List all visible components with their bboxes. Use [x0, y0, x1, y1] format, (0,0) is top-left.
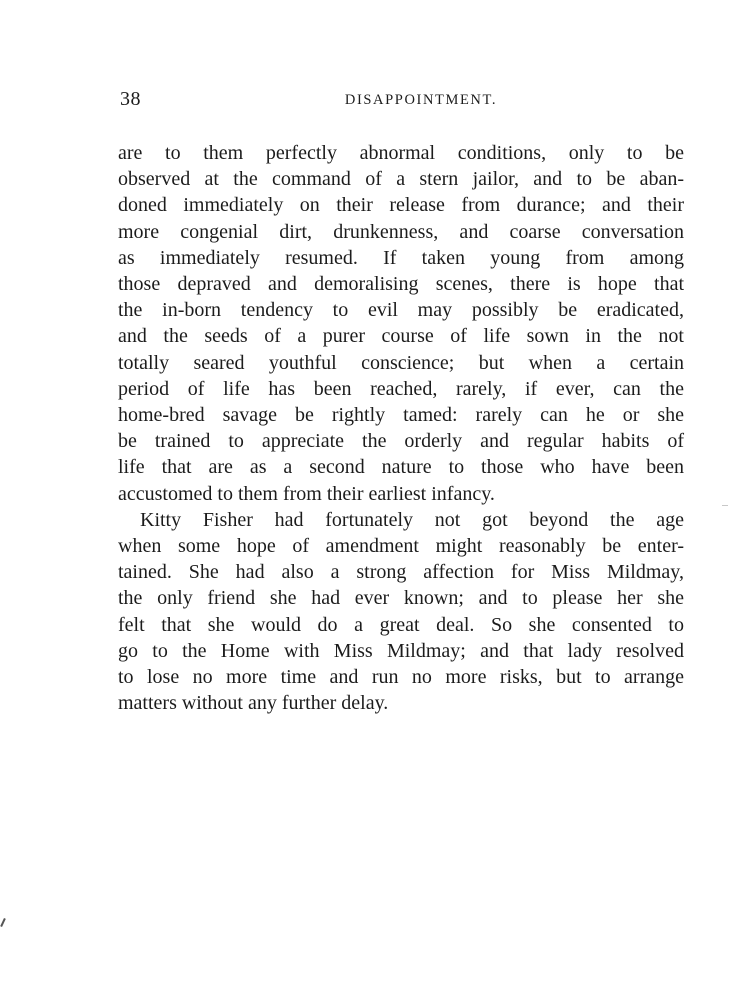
- body-text: [118, 140, 684, 716]
- text-line: period of life has been reached, rarely, if ever, can the: [118, 377, 684, 400]
- text-line: home-bred savage be rightly tamed: rarely can he or she: [118, 404, 684, 427]
- text-line: the only friend she had ever known; and to please her she: [118, 587, 684, 610]
- text-line: felt that she would do a great deal. So she consented to: [118, 613, 684, 636]
- text-line: the in-born tendency to evil may possibly be eradicated,: [118, 299, 684, 322]
- text-line: be trained to appreciate the orderly and regular habits of: [118, 430, 684, 453]
- text-line: doned immediately on their release from durance; and their: [118, 194, 684, 217]
- text-line: as immediately resumed. If taken young from among: [118, 246, 684, 269]
- text-line: accustomed to them from their earliest infancy.: [118, 482, 495, 505]
- text-line: tained. She had also a strong affection for Miss Mildmay,: [118, 561, 684, 584]
- text-line: Kitty Fisher had fortunately not got beyond the age: [140, 508, 684, 531]
- text-line: are to them perfectly abnormal conditions, only to be: [118, 142, 684, 164]
- scan-speck: [722, 505, 728, 506]
- scan-speck: [0, 918, 6, 927]
- text-line: observed at the command of a stern jailor, and to be aban-: [118, 168, 684, 191]
- paragraph: [118, 507, 684, 717]
- text-line: when some hope of amendment might reasonably be enter-: [118, 535, 684, 558]
- text-line: those depraved and demoralising scenes, there is hope that: [118, 273, 684, 296]
- page-header: [118, 88, 684, 118]
- paragraph: [118, 140, 684, 507]
- text-line: life that are as a second nature to those who have been: [118, 456, 684, 479]
- text-line: matters without any further delay.: [118, 692, 389, 715]
- text-line: more congenial dirt, drunkenness, and coarse conversation: [118, 220, 684, 243]
- text-line: totally seared youthful conscience; but when a certain: [118, 351, 684, 374]
- text-line: go to the Home with Miss Mildmay; and that lady resolved: [118, 639, 684, 662]
- page-number: 38: [120, 88, 141, 110]
- text-line: to lose no more time and run no more risks, but to arrange: [118, 666, 684, 689]
- running-title: DISAPPOINTMENT.: [344, 92, 498, 108]
- text-line: and the seeds of a purer course of life sown in the not: [118, 325, 684, 348]
